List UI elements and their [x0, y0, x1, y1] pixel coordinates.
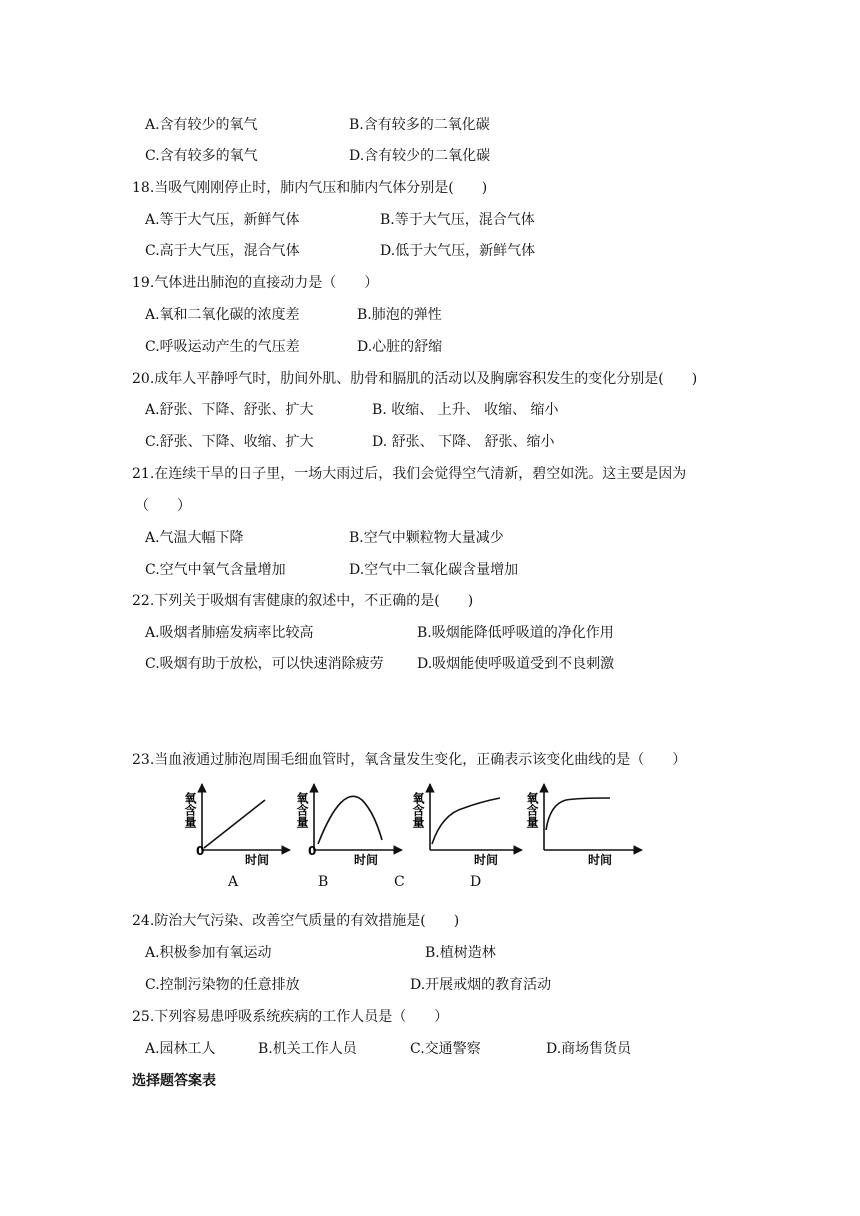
q20-option-a: A.舒张、下降、舒张、扩大: [145, 402, 314, 418]
q24-option-a: A.积极参加有氧运动: [145, 945, 272, 961]
q20-stem: 20.成年人平静呼气时，肋间外肌、肋骨和膈肌的活动以及胸廓容积发生的变化分别是( ): [132, 371, 698, 387]
q25-option-a: A.园林工人: [145, 1041, 216, 1057]
q23-letter-b: B: [318, 874, 329, 890]
q19-option-c: C.呼吸运动产生的气压差: [145, 339, 300, 355]
q22-option-c: C.吸烟有助于放松，可以快速消除疲劳: [145, 656, 384, 672]
q19-stem: 19.气体进出肺泡的直接动力是（ ）: [132, 275, 379, 291]
q24-option-d: D.开展戒烟的教育活动: [410, 977, 552, 993]
q21-option-c: C.空气中氧气含量增加: [145, 562, 286, 578]
q18-option-a: A.等于大气压，新鲜气体: [145, 212, 300, 228]
graph-c-ylabel: 氧含量: [411, 792, 425, 828]
q17-option-a: A.含有较少的氧气: [145, 117, 258, 133]
graph-d-ylabel: 氧含量: [525, 792, 539, 828]
q20-option-d: D. 舒张、 下降、 舒张、缩小: [372, 434, 555, 450]
q21-stem-continued: （ ）: [135, 498, 191, 514]
graph-b: [295, 784, 402, 867]
q18-option-c: C.高于大气压，混合气体: [145, 243, 300, 259]
q19-option-b: B.肺泡的弹性: [357, 307, 442, 323]
q18-option-b: B.等于大气压，混合气体: [380, 212, 535, 228]
graph-c-xlabel: 时间: [474, 853, 499, 867]
graph-b-curve: [318, 796, 382, 844]
answer-table-heading: 选择题答案表: [132, 1073, 216, 1089]
q17-option-b: B.含有较多的二氧化碳: [349, 117, 490, 133]
q17-option-d: D.含有较少的二氧化碳: [349, 148, 491, 164]
q21-option-d: D.空气中二氧化碳含量增加: [349, 562, 519, 578]
q19-option-d: D.心脏的舒缩: [357, 339, 443, 355]
q23-graphs: [180, 778, 650, 888]
graph-a-ylabel: 氧含量: [183, 792, 197, 828]
graph-a-xlabel: 时间: [245, 853, 270, 867]
q20-option-c: C.舒张、下降、收缩、扩大: [145, 434, 314, 450]
q25-stem: 25.下列容易患呼吸系统疾病的工作人员是（ ）: [132, 1009, 449, 1025]
q23-letter-d: D: [470, 874, 482, 890]
q21-option-a: A.气温大幅下降: [145, 530, 244, 546]
q24-option-c: C.控制污染物的任意排放: [145, 977, 300, 993]
graph-d: [525, 784, 642, 867]
q23-letter-c: C: [394, 874, 405, 890]
q20-option-b: B. 收缩、 上升、 收缩、 缩小: [372, 402, 559, 418]
q22-stem: 22.下列关于吸烟有害健康的叙述中，不正确的是( ): [132, 593, 474, 609]
q22-option-a: A.吸烟者肺癌发病率比较高: [145, 625, 314, 641]
q25-option-b: B.机关工作人员: [258, 1041, 357, 1057]
q25-option-c: C.交通警察: [410, 1041, 481, 1057]
q24-option-b: B.植树造林: [425, 945, 496, 961]
graph-c-curve: [432, 798, 500, 844]
q22-option-d: D.吸烟能使呼吸道受到不良刺激: [417, 656, 615, 672]
q19-option-a: A.氧和二氧化碳的浓度差: [145, 307, 300, 323]
graph-a-curve: [204, 800, 265, 848]
q21-stem: 21.在连续干旱的日子里，一场大雨过后，我们会觉得空气清新，碧空如洗。这主要是因为: [132, 466, 687, 482]
q18-stem: 18.当吸气刚刚停止时，肺内气压和肺内气体分别是( ): [132, 180, 488, 196]
graph-b-xlabel: 时间: [354, 853, 379, 867]
graph-b-ylabel: 氧含量: [295, 792, 309, 828]
q21-option-b: B.空气中颗粒物大量减少: [349, 530, 504, 546]
graph-a-origin: 0: [196, 844, 205, 858]
graph-c: [411, 784, 522, 867]
graph-d-curve: [546, 798, 610, 830]
q24-stem: 24.防治大气污染、改善空气质量的有效措施是( ): [132, 913, 460, 929]
q18-option-d: D.低于大气压，新鲜气体: [380, 243, 536, 259]
q25-option-d: D.商场售货员: [546, 1041, 632, 1057]
graph-b-origin: 0: [308, 844, 317, 858]
graph-a: [183, 784, 290, 867]
graph-d-xlabel: 时间: [588, 853, 613, 867]
q22-option-b: B.吸烟能降低呼吸道的净化作用: [417, 625, 614, 641]
q17-option-c: C.含有较多的氧气: [145, 148, 258, 164]
q23-letter-a: A: [228, 874, 239, 890]
q23-stem: 23.当血液通过肺泡周围毛细血管时，氧含量发生变化，正确表示该变化曲线的是（ ）: [132, 752, 687, 768]
